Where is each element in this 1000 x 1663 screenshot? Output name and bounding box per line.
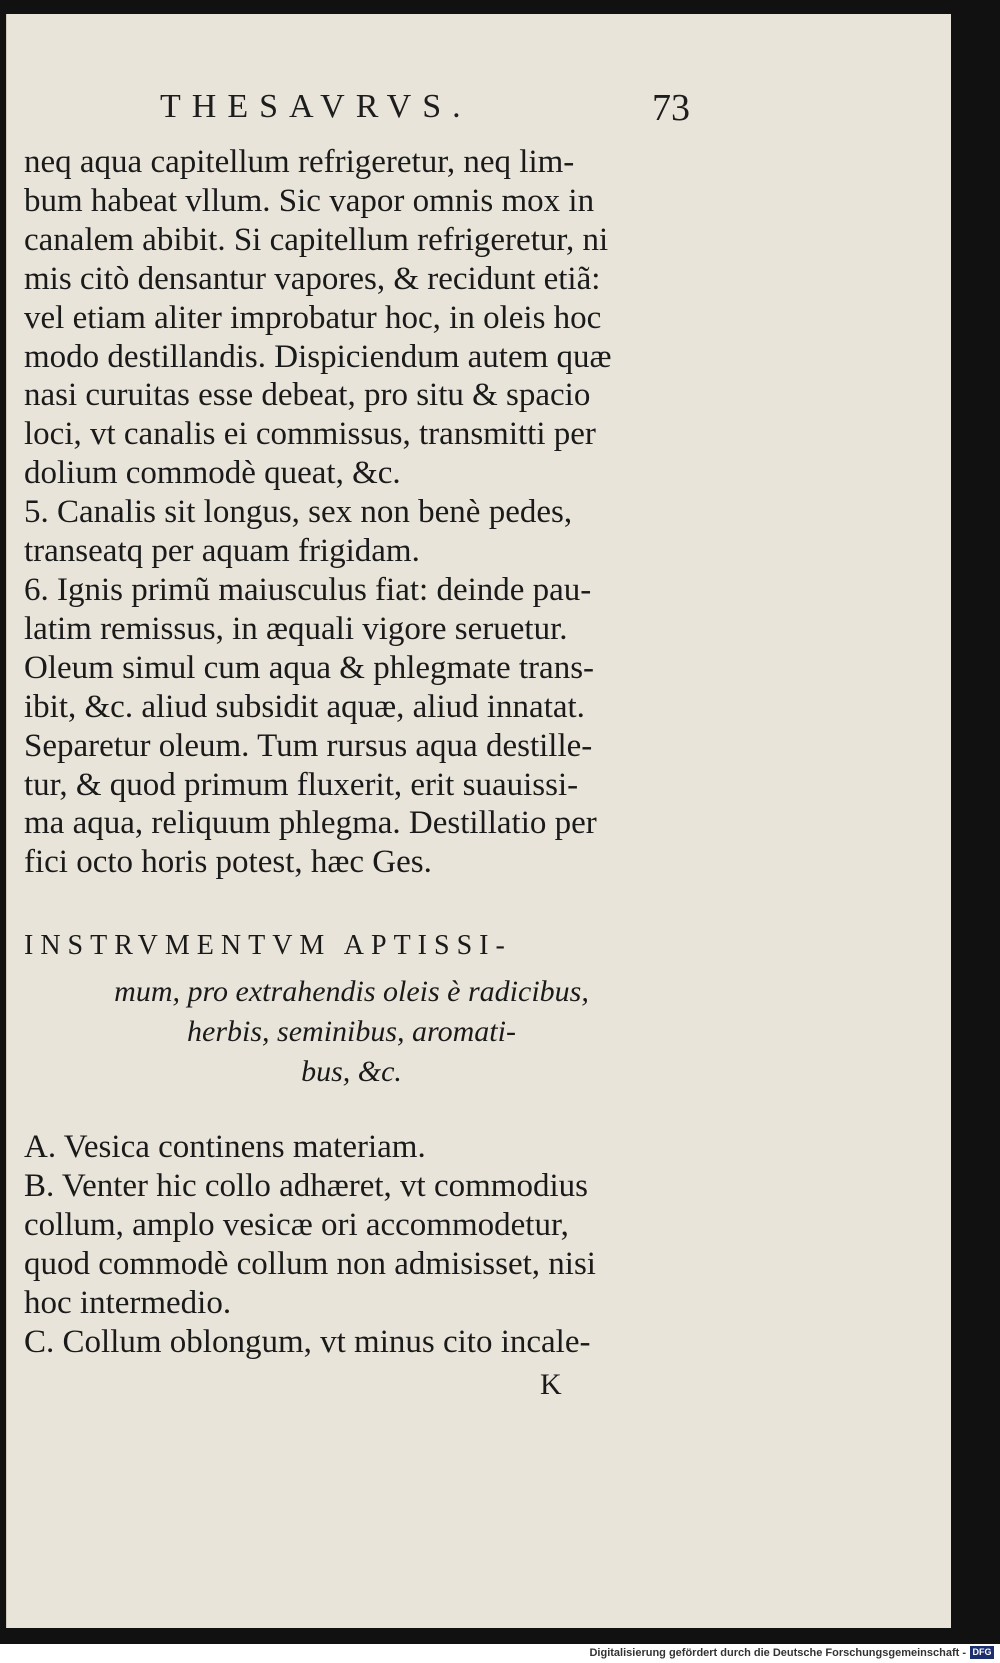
section-subtitle: [24, 972, 679, 1092]
list-line: quod commodè collum non admisisset, nisi: [24, 1246, 596, 1282]
signature-mark: K: [540, 1368, 562, 1401]
legend-list: [24, 1128, 684, 1362]
subtitle-line: herbis, seminibus, aromati-: [187, 1015, 516, 1048]
text-line: canalem abibit. Si capitellum refrigeretur, ni: [24, 221, 609, 258]
text-line: nasi curuitas esse debeat, pro situ & spacio: [24, 377, 591, 414]
subtitle-line: mum, pro extrahendis oleis è radicibus,: [114, 975, 589, 1008]
text-line: loci, vt canalis ei commissus, transmitti per: [24, 416, 596, 453]
text-line: Oleum simul cum aqua & phlegmate trans-: [24, 649, 595, 686]
text-line: tur, & quod primum fluxerit, erit suauissi-: [24, 766, 579, 803]
body-text: [24, 143, 684, 882]
text-line: modo destillandis. Dispiciendum autem quæ: [24, 338, 612, 375]
page-header: [160, 88, 690, 128]
text-line: dolium commodè queat, &c.: [24, 455, 401, 492]
list-line: collum, amplo vesicæ ori accommodetur,: [24, 1207, 569, 1243]
text-line: 5. Canalis sit longus, sex non benè pedes,: [24, 494, 573, 531]
dfg-logo: DFG: [970, 1646, 994, 1659]
text-line: neq aqua capitellum refrigeretur, neq lim-: [24, 144, 575, 180]
text-line: latim remissus, in æquali vigore seruetur.: [24, 610, 568, 647]
page-number: 73: [652, 87, 690, 129]
text-line: ma aqua, reliquum phlegma. Destillatio per: [24, 805, 597, 842]
footer-credit: Digitalisierung gefördert durch die Deutsche Forschungsgemeinschaft -: [589, 1647, 966, 1659]
text-line: fici octo horis potest, hæc Ges.: [24, 844, 432, 881]
text-line: ibit, &c. aliud subsidit aquæ, aliud innatat.: [24, 688, 585, 725]
list-line: C. Collum oblongum, vt minus cito incale-: [24, 1324, 591, 1360]
text-line: mis citò densantur vapores, & recidunt etiã:: [24, 260, 601, 297]
section-title: INSTRVMENTVM APTISSI-: [24, 930, 512, 961]
text-line: 6. Ignis primũ maiusculus fiat: deinde pau-: [24, 571, 592, 608]
running-head: THESAVRVS.: [160, 88, 472, 125]
list-line: A. Vesica continens materiam.: [24, 1129, 426, 1165]
list-line: hoc intermedio.: [24, 1285, 232, 1321]
text-line: bum habeat vllum. Sic vapor omnis mox in: [24, 182, 595, 219]
subtitle-line: bus, &c.: [301, 1055, 402, 1088]
list-line: B. Venter hic collo adhæret, vt commodius: [24, 1168, 588, 1204]
text-line: transeatq per aquam frigidam.: [24, 533, 420, 570]
text-line: Separetur oleum. Tum rursus aqua destille-: [24, 727, 593, 764]
text-line: vel etiam aliter improbatur hoc, in oleis hoc: [24, 299, 602, 336]
